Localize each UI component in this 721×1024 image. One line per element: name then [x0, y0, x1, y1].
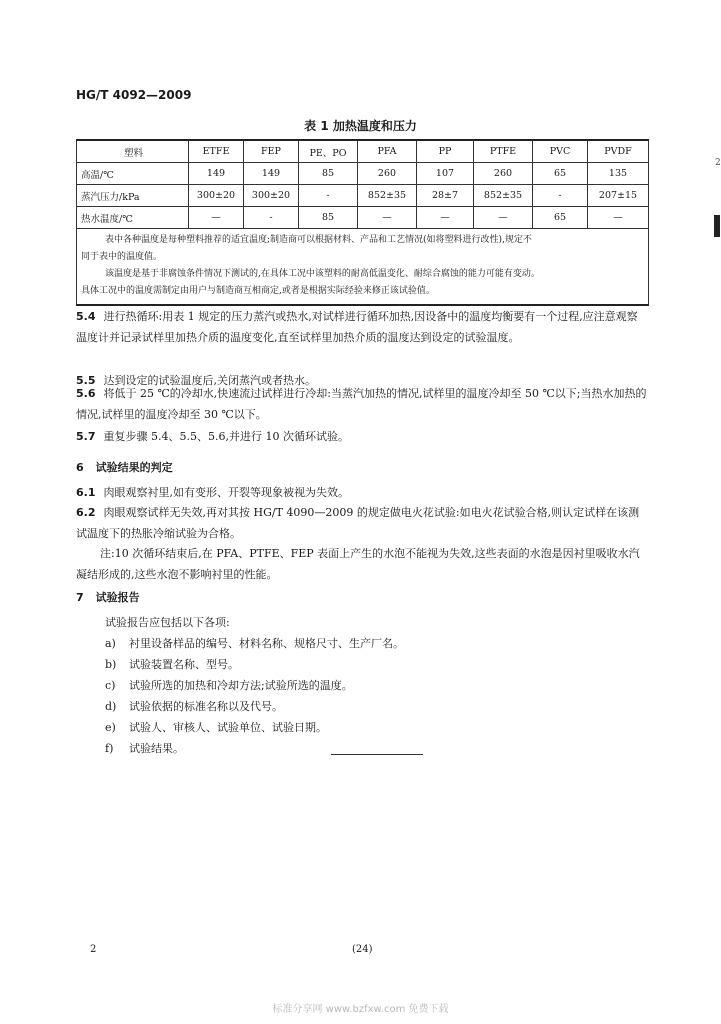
table-cell: —: [358, 207, 417, 229]
clause-6-2: [76, 502, 648, 544]
row-label: 高温/℃: [77, 163, 189, 185]
table-cell: 260: [474, 163, 533, 185]
section-number: 7: [76, 591, 84, 604]
table-header-row: [77, 140, 649, 163]
table-row: [77, 207, 649, 229]
table-note-line: 表中各种温度是每种塑料推荐的适宜温度;制造商可以根据材料、产品和工艺情况(如将塑料进行改性),规定不: [105, 235, 532, 245]
table-cell: 260: [358, 163, 417, 185]
table-note-line: 具体工况中的温度需制定由用户与制造商互相商定,或者是根据实际经验来修正该试验值。: [81, 286, 435, 296]
clause-text: 重复步骤 5.4、5.5、5.6,并进行 10 次循环试验。: [103, 430, 349, 443]
list-marker: c): [105, 679, 116, 692]
col-header-pfa: PFA: [358, 140, 417, 163]
table-title: 表 1 加热温度和压力: [304, 119, 417, 133]
table-note-line: 该温度是基于非腐蚀条件情况下测试的,在具体工况中该塑料的耐高低温变化、耐综合腐蚀的能力可能有变动。: [105, 269, 540, 279]
edge-mark-text: 2: [715, 158, 721, 168]
watermark-text: 标准分享网 www.bzfxw.com 免费下载: [272, 1004, 449, 1015]
table-cell: —: [189, 207, 244, 229]
list-item: [105, 738, 645, 759]
clause-number: 5.4: [76, 310, 96, 323]
clause-text: 将低于 25 ℃的冷却水,快速流过试样进行冷却:当蒸汽加热的情况,试样里的温度冷却至 50 ℃以下;当热水加热的情况,试样里的温度冷却至 30 ℃以下。: [76, 387, 647, 421]
table-cell: —: [588, 207, 649, 229]
clause-5-6-body: [76, 383, 648, 425]
list-marker: e): [105, 721, 116, 734]
section-title: 试验报告: [95, 591, 140, 604]
list-item: [105, 654, 645, 675]
clause-number: 5.6: [76, 387, 96, 400]
list-item: [105, 633, 645, 654]
table-cell: 85: [299, 163, 358, 185]
section-6-heading: [76, 459, 173, 475]
table-cell: 135: [588, 163, 649, 185]
section-7-heading: [76, 589, 140, 605]
row-label: 蒸汽压力/kPa: [77, 185, 189, 207]
row-label: 热水温度/℃: [77, 207, 189, 229]
table-cell: -: [533, 185, 588, 207]
list-marker: f): [105, 742, 114, 755]
table-cell: 107: [417, 163, 474, 185]
list-item-text: 试验所选的加热和冷却方法;试验所选的温度。: [129, 679, 353, 692]
list-item-text: 试验依据的标准名称以及代号。: [129, 700, 283, 713]
col-header-etfe: ETFE: [189, 140, 244, 163]
edge-mark: [714, 215, 720, 237]
section-title: 试验结果的判定: [95, 461, 173, 474]
table-row: [77, 185, 649, 207]
list-item-text: 试验装置名称、型号。: [129, 658, 239, 671]
list-item: [105, 696, 645, 717]
table-note-line: 同于表中的温度值。: [81, 252, 163, 262]
clause-6-note: 注:10 次循环结束后,在 PFA、PTFE、FEP 表面上产生的水泡不能视为失效,这些表面的水泡是因衬里吸收水汽凝结形成的,这些水泡不影响衬里的性能。: [76, 547, 640, 581]
list-item-text: 衬里设备样品的编号、材料名称、规格尺寸、生产厂名。: [129, 637, 404, 650]
table-cell: -: [299, 185, 358, 207]
table-cell: 300±20: [189, 185, 244, 207]
clause-number: 5.5: [76, 374, 96, 387]
standard-code: HG/T 4092—2009: [76, 88, 192, 102]
col-header-pe-po: PE、PO: [299, 140, 358, 163]
table-cell: 852±35: [358, 185, 417, 207]
clause-number: 6.2: [76, 506, 96, 519]
clause-number: 5.7: [76, 430, 96, 443]
table-cell: 207±15: [588, 185, 649, 207]
table-cell: —: [417, 207, 474, 229]
col-header-ptfe: PTFE: [474, 140, 533, 163]
table-cell: 65: [533, 207, 588, 229]
clause-text: 肉眼观察试样无失效,再对其按 HG/T 4090—2009 的规定做电火花试验:如电火花试验合格,则认定试样在该测试温度下的热胀冷缩试验为合格。: [76, 506, 640, 540]
col-header-pp: PP: [417, 140, 474, 163]
list-item-text: 试验结果。: [129, 742, 184, 755]
report-list: [105, 612, 645, 759]
table-cell: —: [474, 207, 533, 229]
clause-5-7: [76, 426, 648, 447]
report-intro: 试验报告应包括以下各项:: [105, 616, 230, 629]
table-note-row: [77, 229, 649, 306]
col-header-pvc: PVC: [533, 140, 588, 163]
list-marker: a): [105, 637, 116, 650]
list-item: [105, 717, 645, 738]
clause-6-1: [76, 482, 648, 503]
end-rule: [331, 754, 423, 755]
list-item: [105, 675, 645, 696]
col-header-plastic: 塑料: [77, 140, 189, 163]
clause-text: 肉眼观察衬里,如有变形、开裂等现象被视为失效。: [103, 486, 349, 499]
clause-number: 6.1: [76, 486, 96, 499]
table-cell: 300±20: [244, 185, 299, 207]
table-cell: 28±7: [417, 185, 474, 207]
table-cell: 149: [244, 163, 299, 185]
col-header-fep: FEP: [244, 140, 299, 163]
clause-5-4: [76, 306, 648, 348]
col-header-pvdf: PVDF: [588, 140, 649, 163]
clause-text: 进行热循环:用表 1 规定的压力蒸汽或热水,对试样进行循环加热,因设备中的温度均衡要有一个过程,应注意观察温度计并记录试样里加热介质的温度变化,直至试样里加热介质的温度达到设定的试验温度。: [76, 310, 638, 344]
clause-text: 达到设定的试验温度后,关闭蒸汽或者热水。: [103, 374, 316, 387]
table-note: [77, 229, 649, 306]
page-number: 2: [90, 944, 97, 955]
list-item-text: 试验人、审核人、试验单位、试验日期。: [129, 721, 327, 734]
section-number: 6: [76, 461, 84, 474]
table-cell: 852±35: [474, 185, 533, 207]
table-cell: 65: [533, 163, 588, 185]
table-cell: 149: [189, 163, 244, 185]
table-row: [77, 163, 649, 185]
list-marker: d): [105, 700, 117, 713]
page-sub-number: (24): [352, 944, 373, 955]
temperature-pressure-table: [76, 139, 649, 306]
table-cell: -: [244, 207, 299, 229]
table-cell: 85: [299, 207, 358, 229]
list-marker: b): [105, 658, 117, 671]
